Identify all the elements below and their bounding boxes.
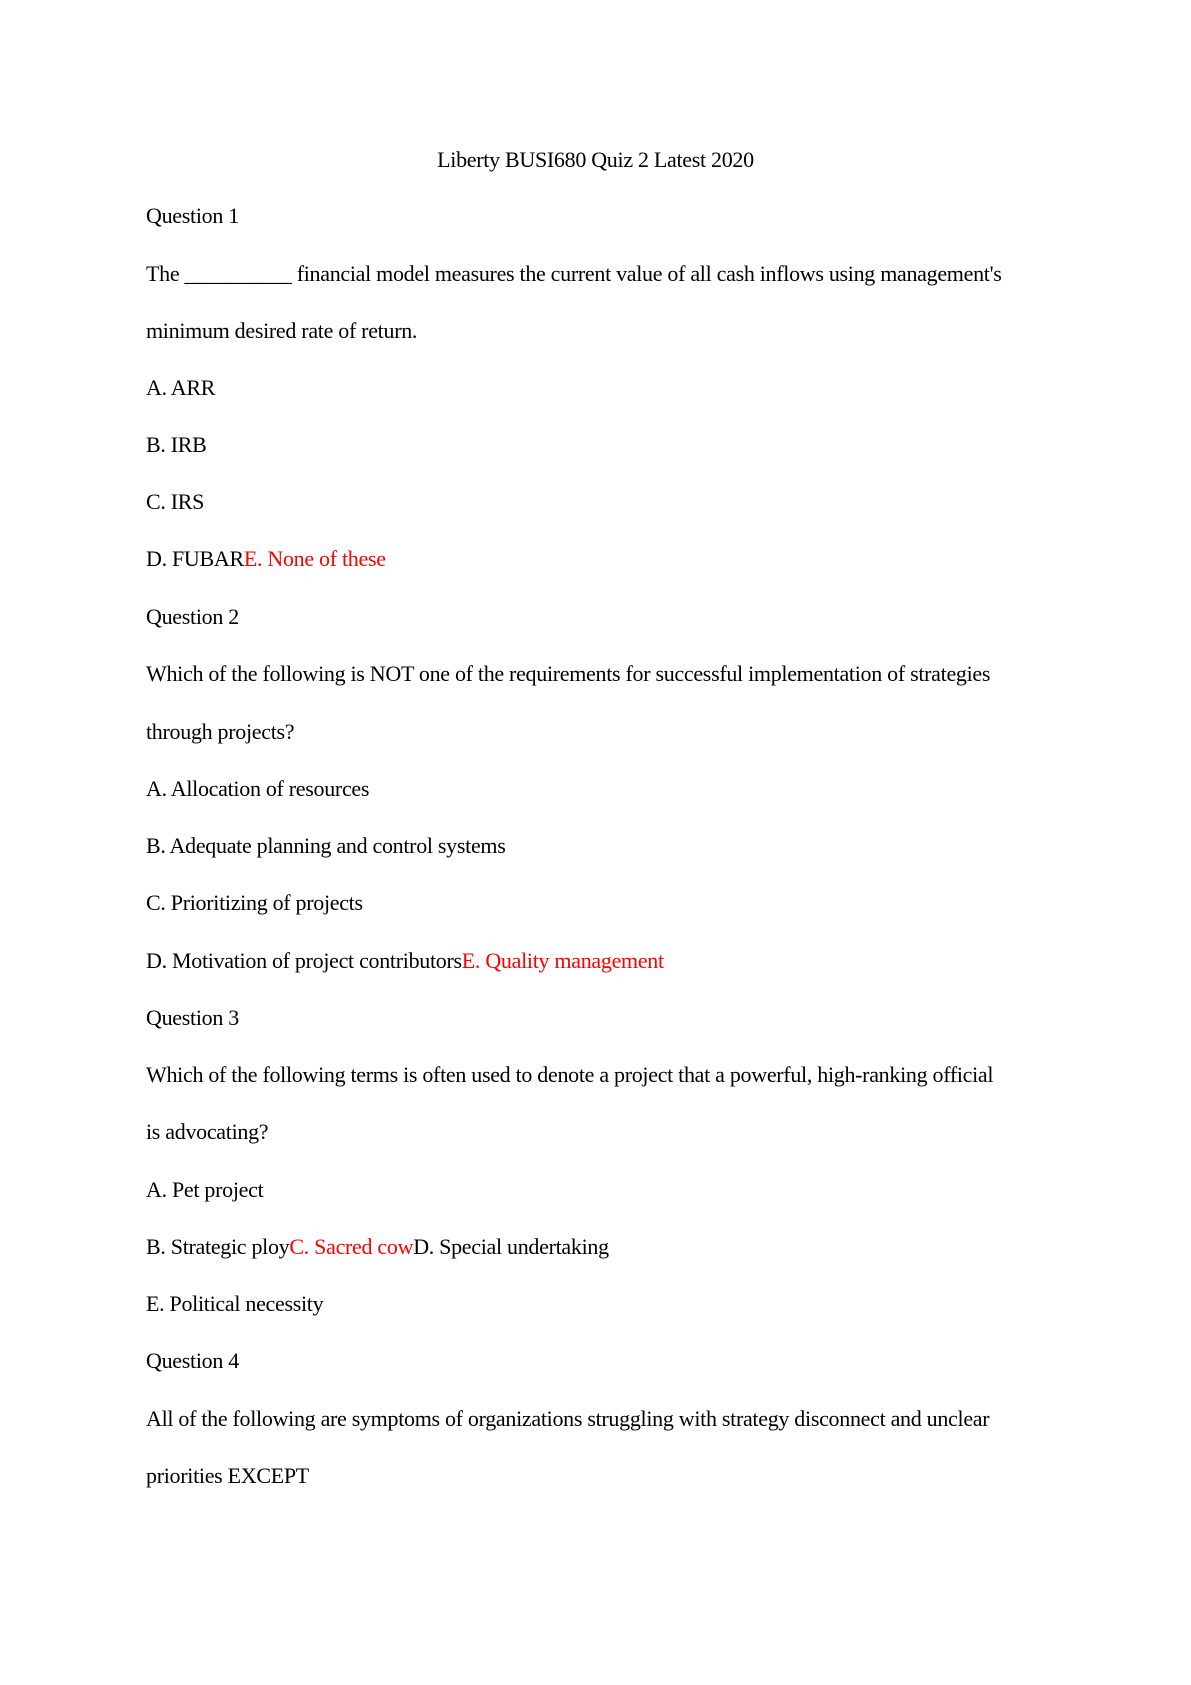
question-3-option-b: B. Strategic ploy [146, 1234, 290, 1259]
question-3-option-e: E. Political necessity [146, 1291, 324, 1316]
question-1-option-b: B. IRB [146, 432, 207, 457]
question-4-text-line2: priorities EXCEPT [146, 1463, 309, 1488]
question-4-heading: Question 4 [146, 1348, 239, 1373]
question-2-option-e-answer: E. Quality management [461, 948, 664, 973]
question-3-option-c-answer: C. Sacred cow [289, 1234, 414, 1259]
question-2-heading: Question 2 [146, 604, 239, 629]
question-1-text-line1: The __________ financial model measures the current value of all cash inflows using management's [146, 261, 1002, 286]
question-1-option-a: A. ARR [146, 375, 216, 400]
document-title: Liberty BUSI680 Quiz 2 Latest 2020 [437, 147, 754, 172]
question-3-text-line1: Which of the following terms is often used to denote a project that a powerful, high-ranking official [146, 1062, 994, 1087]
question-1-option-d: D. FUBAR [146, 546, 244, 571]
question-3-option-d: D. Special undertaking [413, 1234, 609, 1259]
question-2-option-a: A. Allocation of resources [146, 776, 370, 801]
question-2-text-line1: Which of the following is NOT one of the requirements for successful implementation of strategies [146, 661, 991, 686]
question-2-option-d-e-line [146, 946, 664, 976]
question-2-text-line2: through projects? [146, 719, 295, 744]
question-3-text-line2: is advocating? [146, 1119, 269, 1144]
question-2-option-b: B. Adequate planning and control systems [146, 833, 506, 858]
question-4-text-line1: All of the following are symptoms of organizations struggling with strategy disconnect and unclear [146, 1406, 990, 1431]
question-1-heading: Question 1 [146, 203, 239, 228]
question-1-option-c: C. IRS [146, 489, 205, 514]
question-1-option-e-answer: E. None of these [243, 546, 386, 571]
question-3-heading: Question 3 [146, 1005, 239, 1030]
question-3-option-b-c-d-line [146, 1232, 609, 1262]
question-2-option-c: C. Prioritizing of projects [146, 890, 363, 915]
question-3-option-a: A. Pet project [146, 1177, 264, 1202]
question-2-option-d: D. Motivation of project contributors [146, 948, 462, 973]
question-1-text-line2: minimum desired rate of return. [146, 318, 418, 343]
question-1-option-d-e-line [146, 544, 386, 574]
